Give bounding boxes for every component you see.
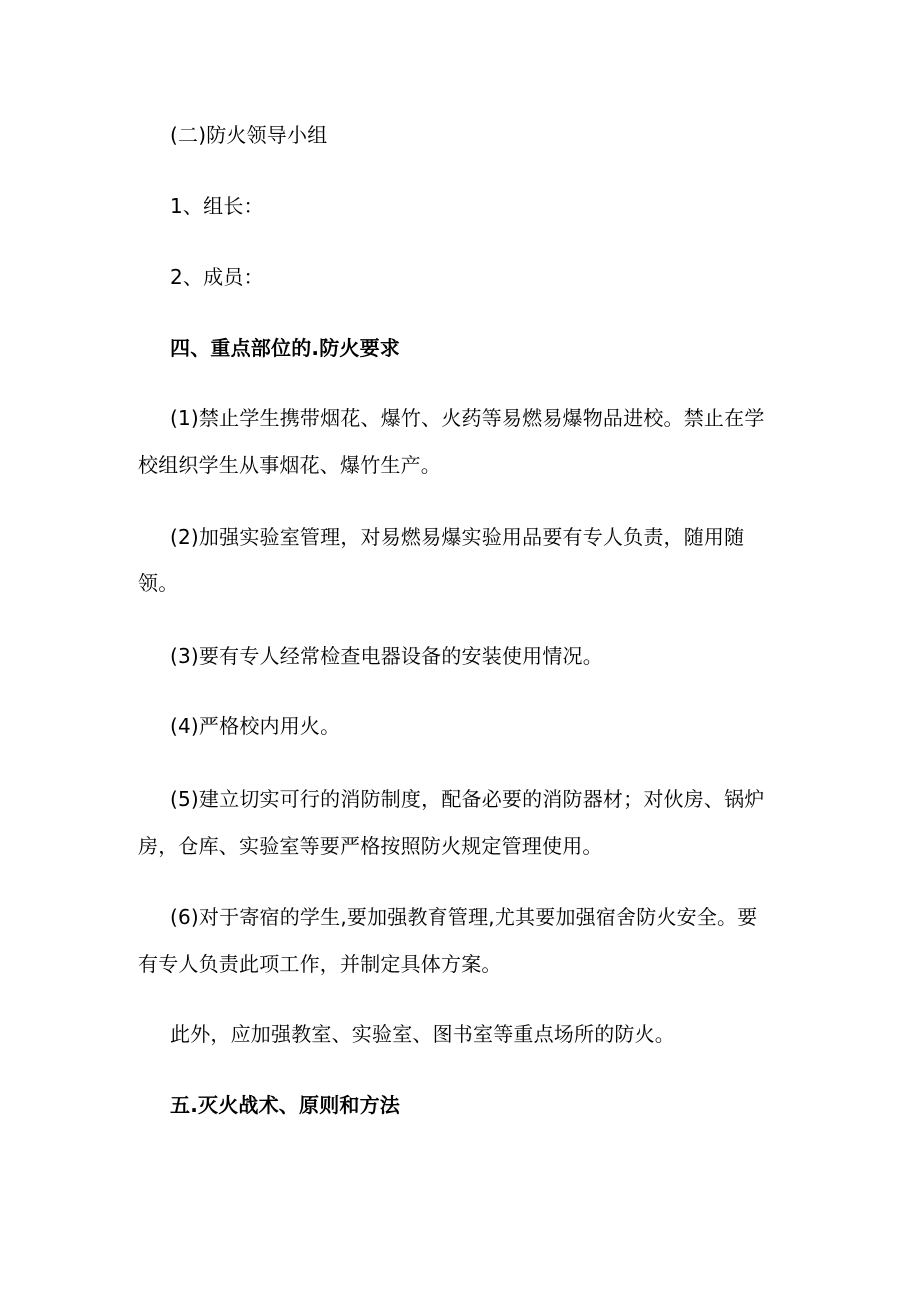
item-6-line-2: 有专人负责此项工作，并制定具体方案。: [138, 952, 502, 976]
section-five-heading: 五.灭火战术、原则和方法: [170, 1093, 400, 1117]
subsection-heading: (二)防火领导小组: [170, 123, 328, 147]
leader-line: 1、组长：: [170, 194, 264, 218]
members-line: 2、成员：: [170, 265, 264, 289]
item-1-line-2: 校组织学生从事烟花、爆竹生产。: [138, 453, 441, 477]
item-5-line-1: (5)建立切实可行的消防制度，配备必要的消防器材；对伙房、锅炉: [170, 787, 765, 811]
item-5-line-2: 房，仓库、实验室等要严格按照防火规定管理使用。: [138, 834, 603, 858]
item-1-line-1: (1)禁止学生携带烟花、爆竹、火药等易燃易爆物品进校。禁止在学: [170, 406, 765, 430]
item-4-line-1: (4)严格校内用火。: [170, 714, 341, 738]
item-2-line-1: (2)加强实验室管理，对易燃易爆实验用品要有专人负责，随用随: [170, 525, 745, 549]
section-four-heading: 四、重点部位的.防火要求: [170, 336, 400, 360]
item-2-line-2: 领。: [138, 571, 179, 595]
item-3-line-1: (3)要有专人经常检查电器设备的安装使用情况。: [170, 644, 603, 668]
closing-note: 此外，应加强教室、实验室、图书室等重点场所的防火。: [170, 1022, 675, 1046]
item-6-line-1: (6)对于寄宿的学生,要加强教育管理,尤其要加强宿舍防火安全。要: [170, 905, 758, 929]
